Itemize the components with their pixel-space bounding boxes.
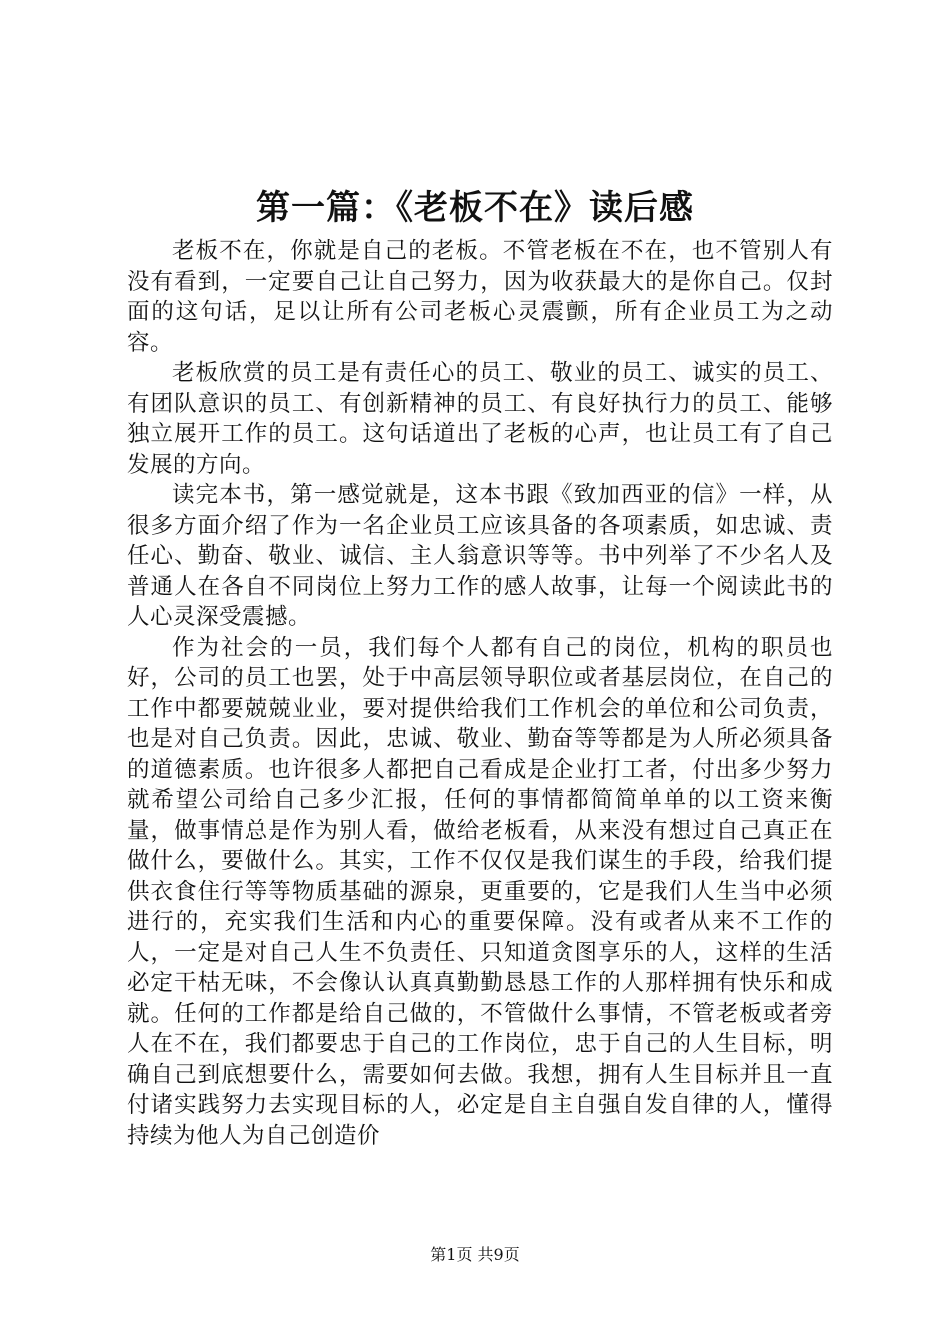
- page-footer: 第1页 共9页: [430, 1245, 520, 1264]
- paragraph: 老板欣赏的员工是有责任心的员工、敬业的员工、诚实的员工、有团队意识的员工、有创新精神的员工、有良好执行力的员工、能够独立展开工作的员工。这句话道出了老板的心声，也让员工有了自己发展的方向。: [127, 360, 833, 478]
- document-title: 第一篇：《老板不在》读后感: [256, 188, 694, 228]
- document-body: [127, 236, 833, 1151]
- paragraph: 作为社会的一员，我们每个人都有自己的岗位，机构的职员也好，公司的员工也罢，处于中高层领导职位或者基层岗位，在自己的工作中都要兢兢业业，要对提供给我们工作机会的单位和公司负责，也是对自己负责。因此，忠诚、敬业、勤奋等等都是为人所必须具备的道德素质。也许很多人都把自己看成是企业打工者，付出多少努力就希望公司给自己多少汇报，任何的事情都简简单单的以工资来衡量，做事情总是作为别人看，做给老板看，从来没有想过自己真正在做什么，要做什么。其实，工作不仅仅是我们谋生的手段，给我们提供衣食住行等等物质基础的源泉，更重要的，它是我们人生当中必须进行的，充实我们生活和内心的重要保障。没有或者从来不工作的人，一定是对自己人生不负责任、只知道贪图享乐的人，这样的生活必定干枯无味，不会像认认真真勤勤恳恳工作的人那样拥有快乐和成就。任何的工作都是给自己做的，不管做什么事情，不管老板或者旁人在不在，我们都要忠于自己的工作岗位，忠于自己的人生目标，明确自己到底想要什么，需要如何去做。我想，拥有人生目标并且一直付诸实践努力去实现目标的人，必定是自主自强自发自律的人，懂得持续为他人为自己创造价: [127, 634, 833, 1149]
- paragraph: 老板不在，你就是自己的老板。不管老板在不在，也不管别人有没有看到，一定要自己让自己努力，因为收获最大的是你自己。仅封面的这句话，足以让所有公司老板心灵震颤，所有企业员工为之动容。: [127, 238, 833, 356]
- paragraph: 读完本书，第一感觉就是，这本书跟《致加西亚的信》一样，从很多方面介绍了作为一名企业员工应该具备的各项素质，如忠诚、责任心、勤奋、敬业、诚信、主人翁意识等等。书中列举了不少名人及普通人在各自不同岗位上努力工作的感人故事，让每一个阅读此书的人心灵深受震撼。: [127, 482, 833, 630]
